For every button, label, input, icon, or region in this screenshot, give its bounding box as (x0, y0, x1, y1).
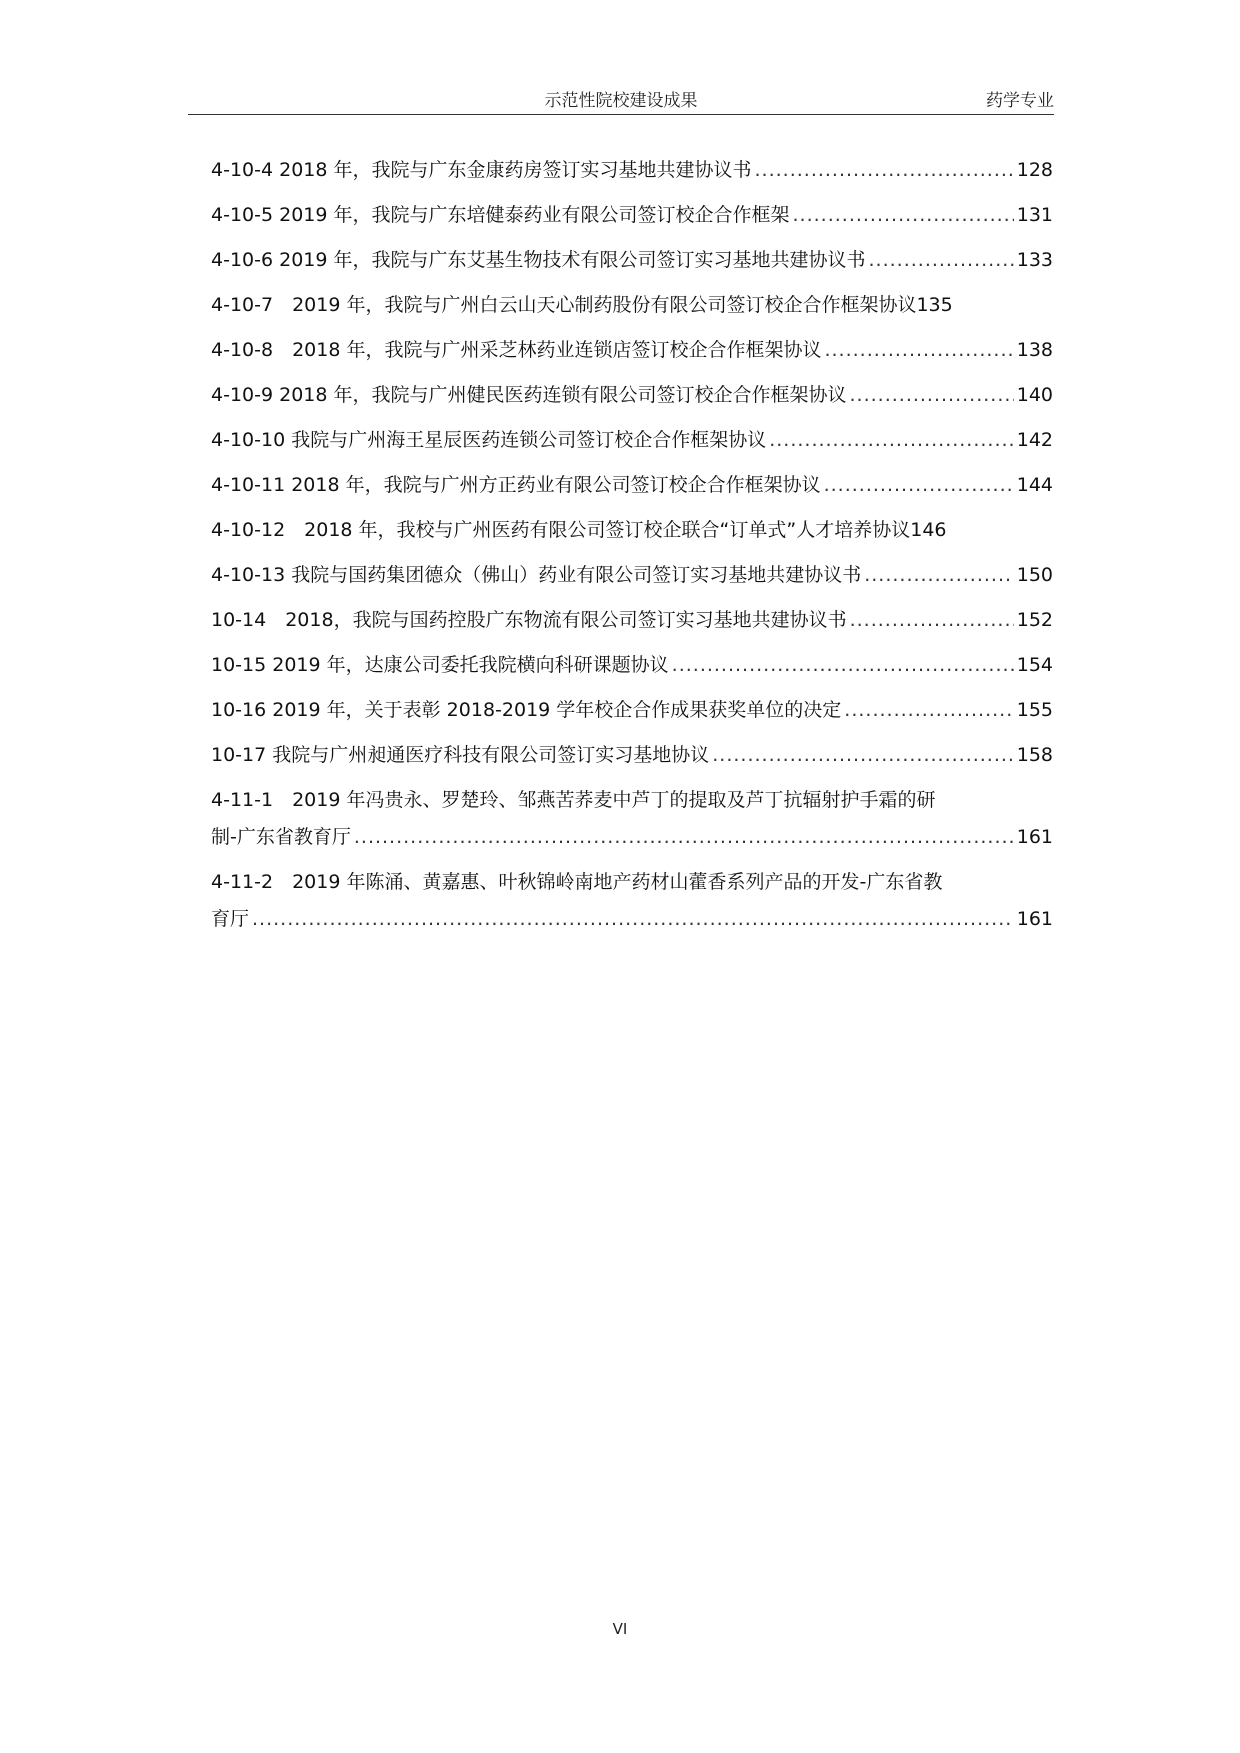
toc-entry-title: 4-10-4 2018 年，我院与广东金康药房签订实习基地共建协议书 (211, 159, 752, 181)
toc-entry[interactable] (211, 283, 1053, 328)
dot-leader (864, 553, 1014, 598)
toc-entry[interactable] (211, 238, 1053, 283)
toc-entry[interactable] (211, 733, 1053, 778)
toc-entry-title-line2: 育厅 (211, 908, 250, 930)
dot-leader (769, 418, 1014, 463)
toc-entry-page: 140 (1016, 384, 1053, 406)
toc-entry-page: 138 (1016, 339, 1053, 361)
dot-leader (755, 148, 1014, 193)
dot-leader (252, 901, 1014, 938)
dot-leader (869, 238, 1014, 283)
header-major: 药学专业 (986, 91, 1054, 111)
toc-entry[interactable] (211, 193, 1053, 238)
toc-entry-title: 4-10-8 2018 年，我院与广州采芝林药业连锁店签订校企合作框架协议 (211, 339, 822, 361)
toc-entry-title: 10-15 2019 年，达康公司委托我院横向科研课题协议 (211, 654, 669, 676)
dot-leader (824, 328, 1013, 373)
dot-leader (793, 193, 1014, 238)
dot-leader (712, 733, 1013, 778)
toc-entry-multiline[interactable] (211, 864, 1053, 938)
toc-entry-title: 4-10-10 我院与广州海王星辰医药连锁公司签订校企合作框架协议 (211, 429, 767, 451)
toc-entry[interactable] (211, 508, 1053, 553)
toc-entry[interactable] (211, 418, 1053, 463)
toc-entry-multiline[interactable] (211, 782, 1053, 856)
toc-entry-page: 144 (1016, 474, 1053, 496)
dot-leader (850, 373, 1014, 418)
toc-entry-page: 133 (1016, 249, 1053, 271)
toc-entry-title: 4-10-13 我院与国药集团德众（佛山）药业有限公司签订实习基地共建协议书 (211, 564, 862, 586)
dot-leader (672, 643, 1014, 688)
toc-entry[interactable] (211, 328, 1053, 373)
toc-entry[interactable] (211, 463, 1053, 508)
toc-entry-title-line1: 4-11-2 2019 年陈涌、黄嘉惠、叶秋锦岭南地产药材山藿香系列产品的开发-广东省教 (211, 871, 943, 893)
dot-leader (850, 598, 1014, 643)
toc-entry-title-line2: 制-广东省教育厅 (211, 826, 351, 848)
dot-leader (844, 688, 1013, 733)
toc-entry[interactable] (211, 373, 1053, 418)
table-of-contents (211, 148, 1053, 946)
toc-entry-page: 150 (1016, 564, 1053, 586)
toc-entry-page: 155 (1016, 699, 1053, 721)
toc-entry[interactable] (211, 643, 1053, 688)
dot-leader (354, 819, 1014, 856)
toc-entry-title: 4-10-6 2019 年，我院与广东艾基生物技术有限公司签订实习基地共建协议书 (211, 249, 866, 271)
toc-entry-page: 161 (1016, 908, 1053, 930)
toc-entry-title: 10-17 我院与广州昶通医疗科技有限公司签订实习基地协议 (211, 744, 710, 766)
toc-entry[interactable] (211, 148, 1053, 193)
toc-entry-page: 128 (1016, 159, 1053, 181)
toc-entry[interactable] (211, 598, 1053, 643)
header-title: 示范性院校建设成果 (544, 91, 698, 111)
toc-entry-page: 152 (1016, 609, 1053, 631)
toc-entry-page: 161 (1016, 826, 1053, 848)
toc-entry-title: 4-10-9 2018 年，我院与广州健民医药连锁有限公司签订校企合作框架协议 (211, 384, 847, 406)
toc-entry[interactable] (211, 688, 1053, 733)
toc-entry-title: 10-16 2019 年，关于表彰 2018-2019 学年校企合作成果获奖单位的决定 (211, 699, 842, 721)
toc-entry-title: 4-10-7 2019 年，我院与广州白云山天心制药股份有限公司签订校企合作框架协议 (211, 294, 917, 316)
toc-entry-title-line1: 4-11-1 2019 年冯贵永、罗楚玲、邹燕苦荞麦中芦丁的提取及芦丁抗辐射护手霜的研 (211, 789, 936, 811)
toc-entry[interactable] (211, 553, 1053, 598)
page-header (188, 86, 1054, 115)
toc-entry-page: 146 (910, 519, 947, 541)
toc-entry-title: 4-10-5 2019 年，我院与广东培健泰药业有限公司签订校企合作框架 (211, 204, 790, 226)
toc-entry-title: 10-14 2018，我院与国药控股广东物流有限公司签订实习基地共建协议书 (211, 609, 847, 631)
page-number: VI (612, 1620, 628, 1638)
toc-entry-title: 4-10-11 2018 年，我院与广州方正药业有限公司签订校企合作框架协议 (211, 474, 821, 496)
dot-leader (824, 463, 1014, 508)
toc-entry-page: 135 (916, 294, 953, 316)
toc-entry-page: 142 (1016, 429, 1053, 451)
toc-entry-page: 154 (1016, 654, 1053, 676)
toc-entry-page: 158 (1016, 744, 1053, 766)
toc-entry-title: 4-10-12 2018 年，我校与广州医药有限公司签订校企联合“订单式”人才培养协议 (211, 519, 911, 541)
toc-entry-page: 131 (1016, 204, 1053, 226)
